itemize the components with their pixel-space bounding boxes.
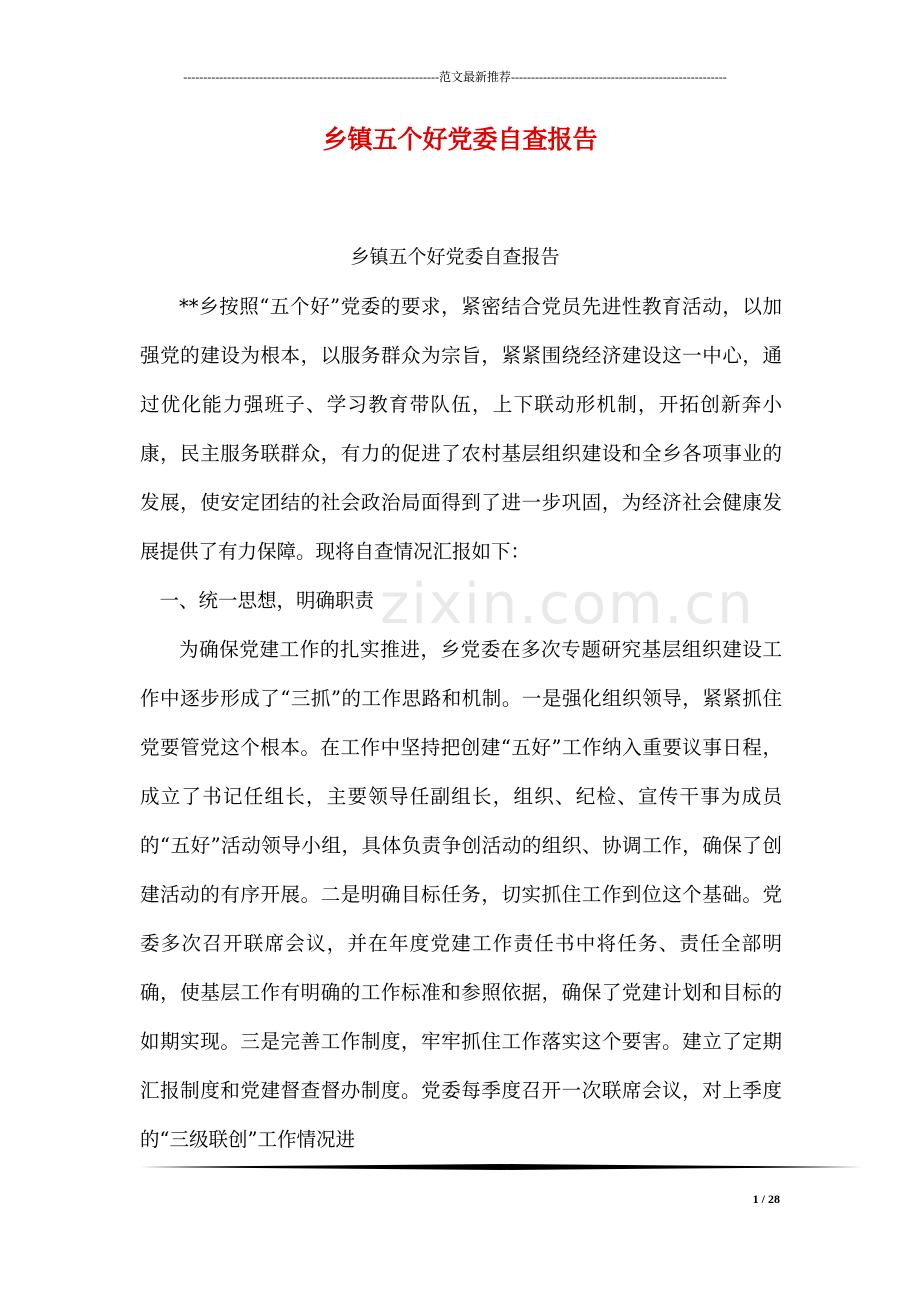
- document-subtitle: 乡镇五个好党委自查报告: [350, 246, 560, 268]
- document-title: 乡镇五个好党委自查报告: [322, 125, 598, 154]
- page-number: 1 / 28: [752, 1192, 780, 1206]
- paragraph-intro: **乡按照“五个好”党委的要求，紧密结合党员先进性教育活动，以加强党的建设为根本，以服务群众为宗旨，紧紧围绕经济建设这一中心，通过优化能力强班子、学习教育带队伍，上下联动形机制，开拓创新奔小康，民主服务联群众，有力的促进了农村基层组织建设和全乡各项事业的发展，使安定团结的社会政治局面得到了进一步巩固，为经济社会健康发展提供了有力保障。现将自查情况汇报如下：: [140, 295, 782, 563]
- document-body: [140, 282, 782, 1164]
- footer-divider: [140, 1164, 862, 1170]
- paragraph-section-one: 为确保党建工作的扎实推进，乡党委在多次专题研究基层组织建设工作中逐步形成了“三抓”的工作思路和机制。一是强化组织领导，紧紧抓住党要管党这个根本。在工作中坚持把创建“五好”工作纳入重要议事日程，成立了书记任组长，主要领导任副组长，组织、纪检、宣传干事为成员的“五好”活动领导小组，具体负责争创活动的组织、协调工作，确保了创建活动的有序开展。二是明确目标任务，切实抓住工作到位这个基础。党委多次召开联席会议，并在年度党建工作责任书中将任务、责任全部明确，使基层工作有明确的工作标准和参照依据，确保了党建计划和目标的如期实现。三是完善工作制度，牢牢抓住工作落实这个要害。建立了定期汇报制度和党建督查督办制度。党委每季度召开一次联席会议，对上季度的“三级联创”工作情况进: [140, 638, 782, 1151]
- header-banner: ----------------------------------------------------------------范文最新推荐------------------------------------------------------: [183, 70, 727, 84]
- section-heading: 一、统一思想，明确职责: [159, 589, 375, 612]
- watermark: zixin.com.cn: [380, 572, 755, 637]
